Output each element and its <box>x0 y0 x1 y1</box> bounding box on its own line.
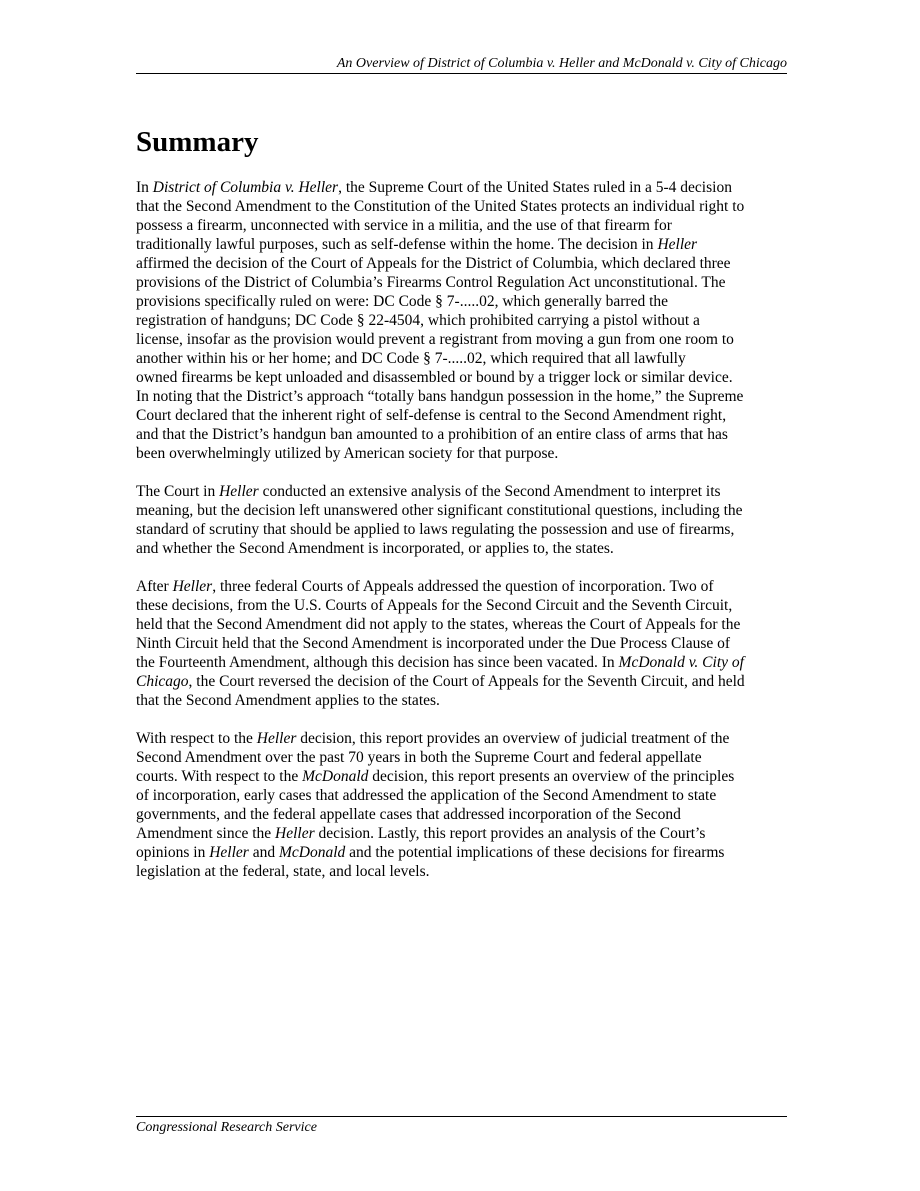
text-line <box>136 292 796 311</box>
footer-rule <box>136 1116 787 1117</box>
text-run: these decisions, from the U.S. Courts of Appeals for the Second Circuit and the Seventh Circuit, <box>136 597 733 614</box>
italic-case-name: Heller <box>209 844 249 861</box>
italic-case-name: McDonald v. City of <box>618 654 744 671</box>
text-line <box>136 577 796 596</box>
text-run: opinions in <box>136 844 210 861</box>
text-line <box>136 501 796 520</box>
text-run: and the potential implications of these decisions for firearms <box>345 844 725 861</box>
text-run: decision, this report provides an overview of judicial treatment of the <box>296 730 730 747</box>
text-run: owned firearms be kept unloaded and disassembled or bound by a trigger lock or similar device. <box>136 369 733 386</box>
text-line <box>136 425 796 444</box>
text-run: , the Supreme Court of the United States ruled in a 5-4 decision <box>338 179 732 196</box>
text-run: been overwhelmingly utilized by American society for that purpose. <box>136 445 559 462</box>
text-run: courts. With respect to the <box>136 768 303 785</box>
text-run: and whether the Second Amendment is incorporated, or applies to, the states. <box>136 540 614 557</box>
running-header: An Overview of District of Columbia v. Heller and McDonald v. City of Chicago <box>336 56 787 71</box>
text-line <box>136 349 796 368</box>
text-line <box>136 824 796 843</box>
text-run: that the Second Amendment to the Constitution of the United States protects an individual right to <box>136 198 745 215</box>
text-line <box>136 691 796 710</box>
footer-publisher: Congressional Research Service <box>136 1120 317 1135</box>
text-run: the Fourteenth Amendment, although this decision has since been vacated. In <box>136 654 619 671</box>
text-run: Ninth Circuit held that the Second Amendment is incorporated under the Due Process Clause of <box>136 635 731 652</box>
text-line <box>136 862 796 881</box>
text-line <box>136 615 796 634</box>
paragraph <box>136 729 796 881</box>
italic-case-name: Heller <box>172 578 213 595</box>
text-run: Amendment since the <box>136 825 276 842</box>
text-run: Second Amendment over the past 70 years in both the Supreme Court and federal appellate <box>136 749 702 766</box>
text-run: After <box>136 578 173 595</box>
text-line <box>136 729 796 748</box>
text-run: decision, this report presents an overview of the principles <box>368 768 735 785</box>
italic-case-name: McDonald <box>278 844 346 861</box>
text-line <box>136 235 796 254</box>
text-line <box>136 216 796 235</box>
text-run: provisions specifically ruled on were: DC Code § 7-.....02, which generally barred the <box>136 293 669 310</box>
paragraph <box>136 577 796 710</box>
text-run: another within his or her home; and DC Code § 7-.....02, which required that all lawfully <box>136 350 686 367</box>
text-line <box>136 254 796 273</box>
text-line <box>136 387 796 406</box>
text-line <box>136 634 796 653</box>
italic-case-name: Heller <box>275 825 315 842</box>
paragraph <box>136 482 796 558</box>
text-run: decision. Lastly, this report provides an analysis of the Court’s <box>314 825 706 842</box>
text-line <box>136 482 796 501</box>
italic-case-name: Heller <box>219 483 259 500</box>
text-run: possess a firearm, unconnected with service in a militia, and the use of that firearm for <box>136 217 672 234</box>
text-run: provisions of the District of Columbia’s Firearms Control Regulation Act unconstitutional. The <box>136 274 726 291</box>
italic-case-name: Heller <box>657 236 698 253</box>
text-line <box>136 368 796 387</box>
text-line <box>136 767 796 786</box>
text-line <box>136 444 796 463</box>
text-line <box>136 786 796 805</box>
text-line <box>136 653 796 672</box>
text-run: governments, and the federal appellate cases that addressed incorporation of the Second <box>136 806 681 823</box>
section-title: Summary <box>136 126 259 158</box>
text-run: traditionally lawful purposes, such as self-defense within the home. The decision in <box>136 236 658 253</box>
text-run: meaning, but the decision left unanswered other significant constitutional questions, including the <box>136 502 743 519</box>
text-run: legislation at the federal, state, and local levels. <box>136 863 430 880</box>
text-line <box>136 672 796 691</box>
italic-case-name: Chicago <box>136 673 189 690</box>
text-line <box>136 805 796 824</box>
text-run: standard of scrutiny that should be applied to laws regulating the possession and use of firearms, <box>136 521 735 538</box>
text-run: affirmed the decision of the Court of Appeals for the District of Columbia, which declared three <box>136 255 731 272</box>
text-run: With respect to the <box>136 730 257 747</box>
paragraph <box>136 178 796 463</box>
text-line <box>136 406 796 425</box>
text-line <box>136 596 796 615</box>
text-run: conducted an extensive analysis of the Second Amendment to interpret its <box>258 483 721 500</box>
text-run: Court declared that the inherent right of self-defense is central to the Second Amendment right, <box>136 407 727 424</box>
text-run: , three federal Courts of Appeals addressed the question of incorporation. Two of <box>212 578 714 595</box>
text-run: that the Second Amendment applies to the states. <box>136 692 440 709</box>
text-line <box>136 843 796 862</box>
text-line <box>136 178 796 197</box>
text-run: In noting that the District’s approach “totally bans handgun possession in the home,” the Supreme <box>136 388 744 405</box>
text-run: held that the Second Amendment did not apply to the states, whereas the Court of Appeals for the <box>136 616 741 633</box>
text-run: and <box>248 844 279 861</box>
text-line <box>136 520 796 539</box>
text-line <box>136 311 796 330</box>
text-line <box>136 197 796 216</box>
header-rule <box>136 73 787 74</box>
text-line <box>136 273 796 292</box>
text-run: In <box>136 179 153 196</box>
text-line <box>136 539 796 558</box>
italic-case-name: Heller <box>256 730 297 747</box>
text-run: license, insofar as the provision would prevent a registrant from moving a gun from one room to <box>136 331 734 348</box>
text-run: The Court in <box>136 483 220 500</box>
text-line <box>136 748 796 767</box>
italic-case-name: District of Columbia v. Heller <box>152 179 339 196</box>
text-run: of incorporation, early cases that addressed the application of the Second Amendment to state <box>136 787 717 804</box>
summary-body <box>136 178 796 900</box>
text-line <box>136 330 796 349</box>
text-run: registration of handguns; DC Code § 22-4504, which prohibited carrying a pistol without a <box>136 312 700 329</box>
italic-case-name: McDonald <box>302 768 369 785</box>
text-run: , the Court reversed the decision of the Court of Appeals for the Seventh Circuit, and held <box>188 673 745 690</box>
text-run: and that the District’s handgun ban amounted to a prohibition of an entire class of arms that has <box>136 426 728 443</box>
